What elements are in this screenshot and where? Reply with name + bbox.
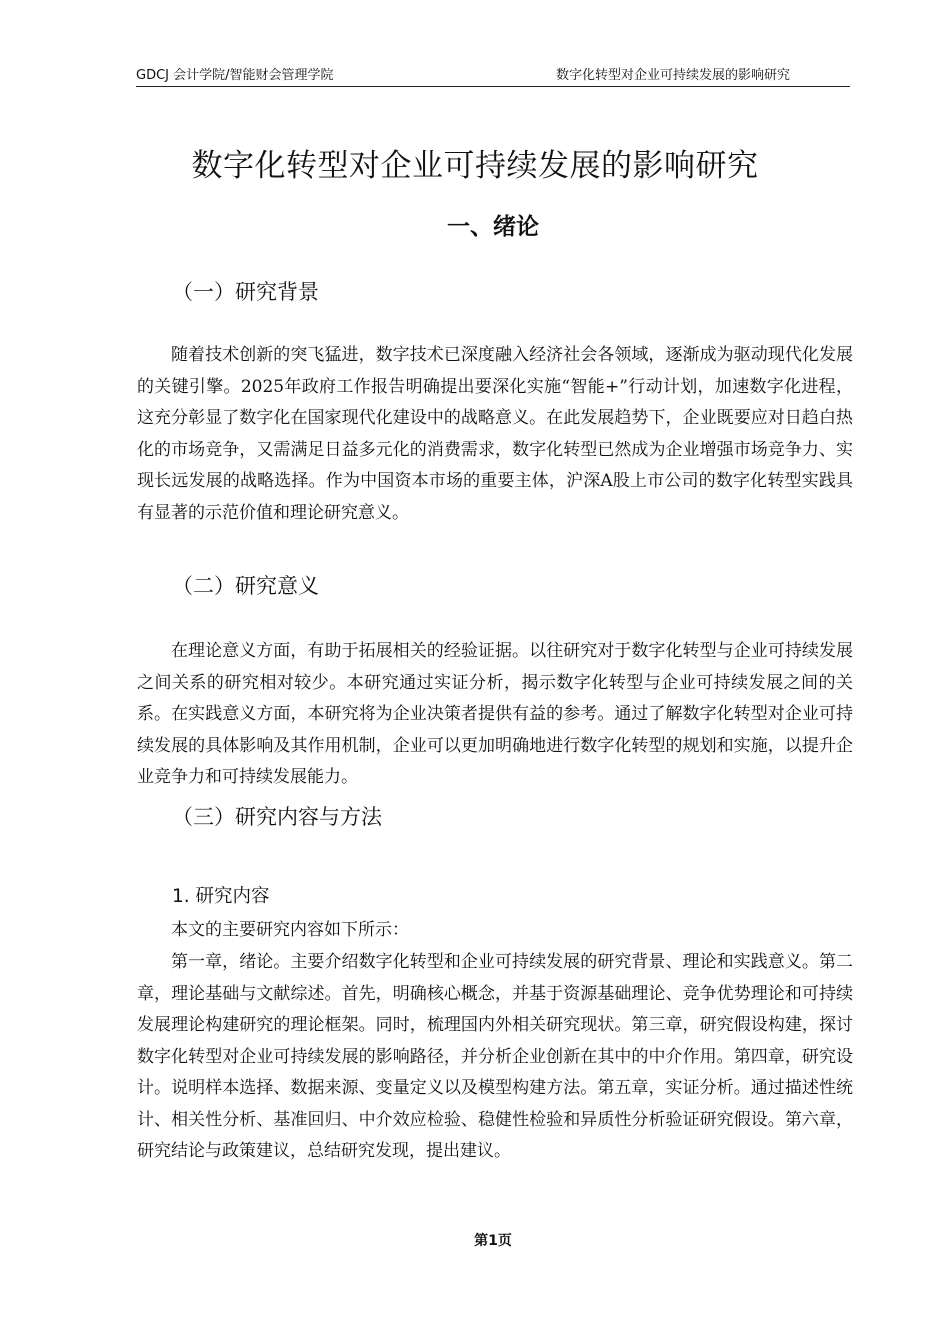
- subsection-heading-content: 1. 研究内容: [172, 886, 270, 907]
- paragraph-background: 随着技术创新的突飞猛进，数字技术已深度融入经济社会各领域，逐渐成为驱动现代化发展的关键引擎。2025年政府工作报告明确提出要深化实施“智能+”行动计划，加速数字化进程，这充分彰显了数字化在国家现代化建设中的战略意义。在此发展趋势下，企业既要应对日趋白热化的市场竞争，又需满足日益多元化的消费需求，数字化转型已然成为企业增强市场竞争力、实现长远发展的战略选择。作为中国资本市场的重要主体，沪深A股上市公司的数字化转型实践具有显著的示范价值和理论研究意义。: [137, 345, 853, 523]
- page-number: 第1页: [474, 1233, 512, 1249]
- section-heading-background: （一）研究背景: [172, 280, 319, 304]
- paragraph-significance: 在理论意义方面，有助于拓展相关的经验证据。以往研究对于数字化转型与企业可持续发展之间关系的研究相对较少。本研究通过实证分析，揭示数字化转型与企业可持续发展之间的关系。在实践意义方面，本研究将为企业决策者提供有益的参考。通过了解数字化转型对企业可持续发展的具体影响及其作用机制，企业可以更加明确地进行数字化转型的规划和实施，以提升企业竞争力和可持续发展能力。: [137, 641, 853, 787]
- header-left-text: GDCJ 会计学院/智能财会管理学院: [136, 68, 334, 83]
- document-title: 数字化转型对企业可持续发展的影响研究: [191, 148, 759, 184]
- section-heading-content-methods: （三）研究内容与方法: [172, 805, 382, 829]
- chapter-heading: 一、绪论: [447, 214, 539, 240]
- section-heading-significance: （二）研究意义: [172, 574, 319, 598]
- paragraph-content-chapters: 第一章，绪论。主要介绍数字化转型和企业可持续发展的研究背景、理论和实践意义。第二章，理论基础与文献综述。首先，明确核心概念，并基于资源基础理论、竞争优势理论和可持续发展理论构建研究的理论框架。同时，梳理国内外相关研究现状。第三章，研究假设构建，探讨数字化转型对企业可持续发展的影响路径，并分析企业创新在其中的中介作用。第四章，研究设计。说明样本选择、数据来源、变量定义以及模型构建方法。第五章，实证分析。通过描述性统计、相关性分析、基准回归、中介效应检验、稳健性检验和异质性分析验证研究假设。第六章，研究结论与政策建议，总结研究发现，提出建议。: [137, 952, 853, 1161]
- header-right-text: 数字化转型对企业可持续发展的影响研究: [555, 68, 790, 83]
- paragraph-content-intro: 本文的主要研究内容如下所示：: [171, 920, 409, 940]
- running-header: [136, 64, 850, 87]
